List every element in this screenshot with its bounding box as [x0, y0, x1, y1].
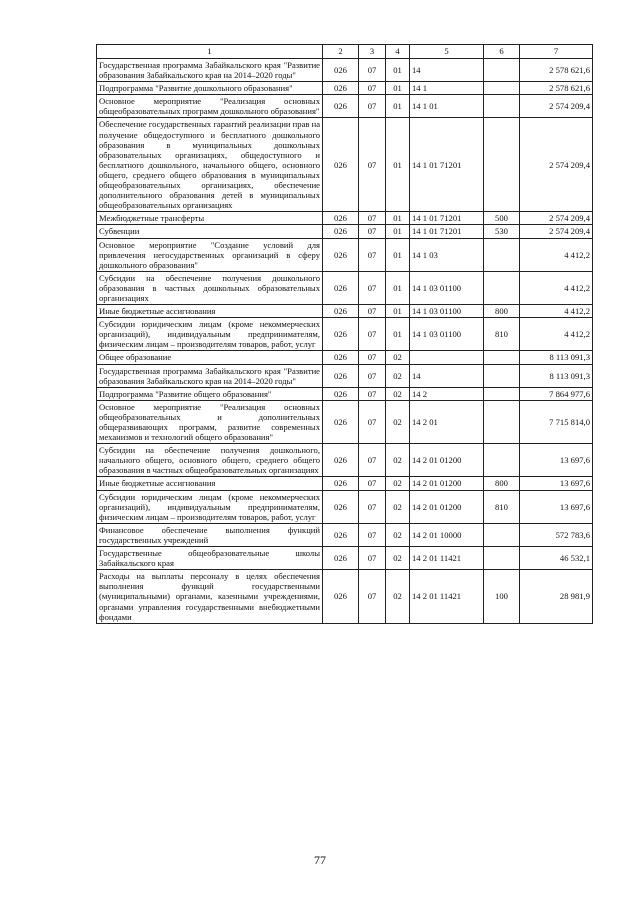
table-row [97, 238, 593, 271]
expense-type-cell [484, 364, 520, 387]
amount-cell: 4 412,2 [520, 238, 593, 271]
amount-cell: 13 697,6 [520, 444, 593, 477]
expense-type-cell: 530 [484, 225, 520, 238]
expense-type-cell: 500 [484, 212, 520, 225]
column-header: 7 [520, 45, 593, 59]
expense-type-cell [484, 387, 520, 400]
section-cell: 07 [359, 400, 386, 443]
subsection-cell: 01 [386, 225, 410, 238]
admin-code-cell: 026 [323, 95, 359, 118]
expense-type-cell [484, 82, 520, 95]
subsection-cell: 01 [386, 212, 410, 225]
section-cell: 07 [359, 490, 386, 523]
column-header: 2 [323, 45, 359, 59]
section-cell: 07 [359, 82, 386, 95]
subsection-cell: 01 [386, 82, 410, 95]
table-row [97, 547, 593, 570]
subsection-cell: 01 [386, 95, 410, 118]
row-name-cell: Основное мероприятие "Создание условий для привлечения негосударственных организаций в сферу дошкольного образования" [97, 238, 323, 271]
row-name-cell: Финансовое обеспечение выполнения функций государственных учреждений [97, 523, 323, 546]
row-name-cell: Основное мероприятие "Реализация основных общеобразовательных и дополнительных общеразвивающих программ, развитие современных механизмов и технологий общего образования" [97, 400, 323, 443]
expense-type-cell [484, 95, 520, 118]
target-article-cell: 14 2 01 01200 [410, 477, 484, 490]
table-row [97, 82, 593, 95]
table-row [97, 477, 593, 490]
target-article-cell: 14 1 [410, 82, 484, 95]
admin-code-cell: 026 [323, 212, 359, 225]
admin-code-cell: 026 [323, 547, 359, 570]
expense-type-cell: 800 [484, 477, 520, 490]
table-row [97, 400, 593, 443]
admin-code-cell: 026 [323, 351, 359, 364]
expense-type-cell [484, 271, 520, 304]
table-row [97, 351, 593, 364]
target-article-cell: 14 1 01 [410, 95, 484, 118]
row-name-cell: Субсидии юридическим лицам (кроме некоммерческих организаций), индивидуальным предпринимателям, физическим лицам – производителям товаров, работ, услуг [97, 490, 323, 523]
section-cell: 07 [359, 95, 386, 118]
amount-cell: 2 574 209,4 [520, 118, 593, 212]
column-header: 5 [410, 45, 484, 59]
table-row [97, 364, 593, 387]
expense-type-cell: 800 [484, 305, 520, 318]
row-name-cell: Субвенции [97, 225, 323, 238]
amount-cell: 8 113 091,3 [520, 364, 593, 387]
page-number: 77 [314, 853, 326, 867]
expense-type-cell [484, 59, 520, 82]
admin-code-cell: 026 [323, 59, 359, 82]
expense-type-cell: 100 [484, 570, 520, 623]
subsection-cell: 02 [386, 444, 410, 477]
target-article-cell: 14 2 01 01200 [410, 444, 484, 477]
amount-cell: 2 574 209,4 [520, 212, 593, 225]
admin-code-cell: 026 [323, 490, 359, 523]
amount-cell: 8 113 091,3 [520, 351, 593, 364]
table-row [97, 305, 593, 318]
subsection-cell: 01 [386, 238, 410, 271]
amount-cell: 4 412,2 [520, 305, 593, 318]
target-article-cell: 14 1 01 71201 [410, 118, 484, 212]
admin-code-cell: 026 [323, 387, 359, 400]
section-cell: 07 [359, 118, 386, 212]
table-row [97, 523, 593, 546]
section-cell: 07 [359, 305, 386, 318]
target-article-cell: 14 1 03 [410, 238, 484, 271]
column-header: 1 [97, 45, 323, 59]
subsection-cell: 02 [386, 547, 410, 570]
subsection-cell: 01 [386, 271, 410, 304]
expense-type-cell: 810 [484, 318, 520, 351]
subsection-cell: 02 [386, 477, 410, 490]
section-cell: 07 [359, 351, 386, 364]
target-article-cell: 14 [410, 364, 484, 387]
admin-code-cell: 026 [323, 400, 359, 443]
row-name-cell: Расходы на выплаты персоналу в целях обеспечения выполнения функций государственными (муниципальными) органами, казенными учреждениями, органами управления государственными внебюджетными фондами [97, 570, 323, 623]
table-row [97, 570, 593, 623]
row-name-cell: Подпрограмма "Развитие дошкольного образования" [97, 82, 323, 95]
admin-code-cell: 026 [323, 271, 359, 304]
subsection-cell: 02 [386, 400, 410, 443]
amount-cell: 4 412,2 [520, 271, 593, 304]
subsection-cell: 02 [386, 351, 410, 364]
admin-code-cell: 026 [323, 523, 359, 546]
amount-cell: 7 715 814,0 [520, 400, 593, 443]
table-row [97, 95, 593, 118]
table-row [97, 212, 593, 225]
admin-code-cell: 026 [323, 118, 359, 212]
amount-cell: 13 697,6 [520, 477, 593, 490]
amount-cell: 2 574 209,4 [520, 95, 593, 118]
table-row [97, 318, 593, 351]
subsection-cell: 01 [386, 318, 410, 351]
row-name-cell: Подпрограмма "Развитие общего образования" [97, 387, 323, 400]
target-article-cell: 14 2 01 11421 [410, 547, 484, 570]
expense-type-cell [484, 444, 520, 477]
expense-type-cell [484, 238, 520, 271]
row-name-cell: Государственные общеобразовательные школы Забайкальского края [97, 547, 323, 570]
section-cell: 07 [359, 225, 386, 238]
section-cell: 07 [359, 318, 386, 351]
expense-type-cell [484, 523, 520, 546]
expense-type-cell: 810 [484, 490, 520, 523]
section-cell: 07 [359, 477, 386, 490]
table-row [97, 271, 593, 304]
column-header: 6 [484, 45, 520, 59]
target-article-cell: 14 2 01 11421 [410, 570, 484, 623]
target-article-cell: 14 2 [410, 387, 484, 400]
section-cell: 07 [359, 570, 386, 623]
admin-code-cell: 026 [323, 477, 359, 490]
target-article-cell: 14 1 01 71201 [410, 225, 484, 238]
amount-cell: 572 783,6 [520, 523, 593, 546]
row-name-cell: Основное мероприятие "Реализация основных общеобразовательных программ дошкольного образования" [97, 95, 323, 118]
target-article-cell: 14 2 01 [410, 400, 484, 443]
section-cell: 07 [359, 387, 386, 400]
amount-cell: 2 578 621,6 [520, 59, 593, 82]
table-row [97, 387, 593, 400]
table-row [97, 490, 593, 523]
expense-type-cell [484, 400, 520, 443]
row-name-cell: Субсидии на обеспечение получения дошкольного образования в частных дошкольных образовательных организациях [97, 271, 323, 304]
subsection-cell: 02 [386, 364, 410, 387]
section-cell: 07 [359, 212, 386, 225]
amount-cell: 4 412,2 [520, 318, 593, 351]
admin-code-cell: 026 [323, 318, 359, 351]
row-name-cell: Иные бюджетные ассигнования [97, 477, 323, 490]
amount-cell: 7 864 977,6 [520, 387, 593, 400]
table-row [97, 444, 593, 477]
row-name-cell: Субсидии юридическим лицам (кроме некоммерческих организаций), индивидуальным предпринимателям, физическим лицам – производителям товаров, работ, услуг [97, 318, 323, 351]
section-cell: 07 [359, 271, 386, 304]
target-article-cell: 14 1 01 71201 [410, 212, 484, 225]
section-cell: 07 [359, 364, 386, 387]
row-name-cell: Государственная программа Забайкальского края "Развитие образования Забайкальского края на 2014–2020 годы" [97, 364, 323, 387]
target-article-cell: 14 2 01 01200 [410, 490, 484, 523]
section-cell: 07 [359, 523, 386, 546]
target-article-cell: 14 2 01 10000 [410, 523, 484, 546]
section-cell: 07 [359, 238, 386, 271]
target-article-cell: 14 [410, 59, 484, 82]
admin-code-cell: 026 [323, 238, 359, 271]
table-row [97, 225, 593, 238]
admin-code-cell: 026 [323, 364, 359, 387]
admin-code-cell: 026 [323, 305, 359, 318]
subsection-cell: 02 [386, 570, 410, 623]
column-header: 3 [359, 45, 386, 59]
section-cell: 07 [359, 59, 386, 82]
subsection-cell: 02 [386, 387, 410, 400]
budget-table [96, 44, 593, 624]
column-header: 4 [386, 45, 410, 59]
subsection-cell: 01 [386, 59, 410, 82]
row-name-cell: Субсидии на обеспечение получения дошкольного, начального общего, основного общего, среднего общего образования в частных общеобразовательных организациях [97, 444, 323, 477]
table-row [97, 59, 593, 82]
admin-code-cell: 026 [323, 570, 359, 623]
row-name-cell: Общее образование [97, 351, 323, 364]
target-article-cell: 14 1 03 01100 [410, 271, 484, 304]
table-row [97, 118, 593, 212]
row-name-cell: Государственная программа Забайкальского края "Развитие образования Забайкальского края на 2014–2020 годы" [97, 59, 323, 82]
expense-type-cell [484, 118, 520, 212]
expense-type-cell [484, 547, 520, 570]
amount-cell: 2 578 621,6 [520, 82, 593, 95]
admin-code-cell: 026 [323, 82, 359, 95]
subsection-cell: 01 [386, 305, 410, 318]
row-name-cell: Иные бюджетные ассигнования [97, 305, 323, 318]
amount-cell: 13 697,6 [520, 490, 593, 523]
table-header-row [97, 45, 593, 59]
admin-code-cell: 026 [323, 444, 359, 477]
subsection-cell: 02 [386, 490, 410, 523]
subsection-cell: 02 [386, 523, 410, 546]
amount-cell: 28 981,9 [520, 570, 593, 623]
subsection-cell: 01 [386, 118, 410, 212]
row-name-cell: Межбюджетные трансферты [97, 212, 323, 225]
amount-cell: 2 574 209,4 [520, 225, 593, 238]
expense-type-cell [484, 351, 520, 364]
target-article-cell [410, 351, 484, 364]
section-cell: 07 [359, 444, 386, 477]
target-article-cell: 14 1 03 01100 [410, 305, 484, 318]
section-cell: 07 [359, 547, 386, 570]
amount-cell: 46 532,1 [520, 547, 593, 570]
target-article-cell: 14 1 03 01100 [410, 318, 484, 351]
row-name-cell: Обеспечение государственных гарантий реализации прав на получение общедоступного и бесплатного дошкольного образования в муниципальных дошкольных образовательных организациях, общедоступного и бесплатного дошкольного, начального общего, основного общего, среднего общего образования в муниципальных общеобразовательных организациях, обеспечение дополнительного образования детей в муниципальных общеобразовательных организациях [97, 118, 323, 212]
document-page [96, 44, 592, 624]
admin-code-cell: 026 [323, 225, 359, 238]
